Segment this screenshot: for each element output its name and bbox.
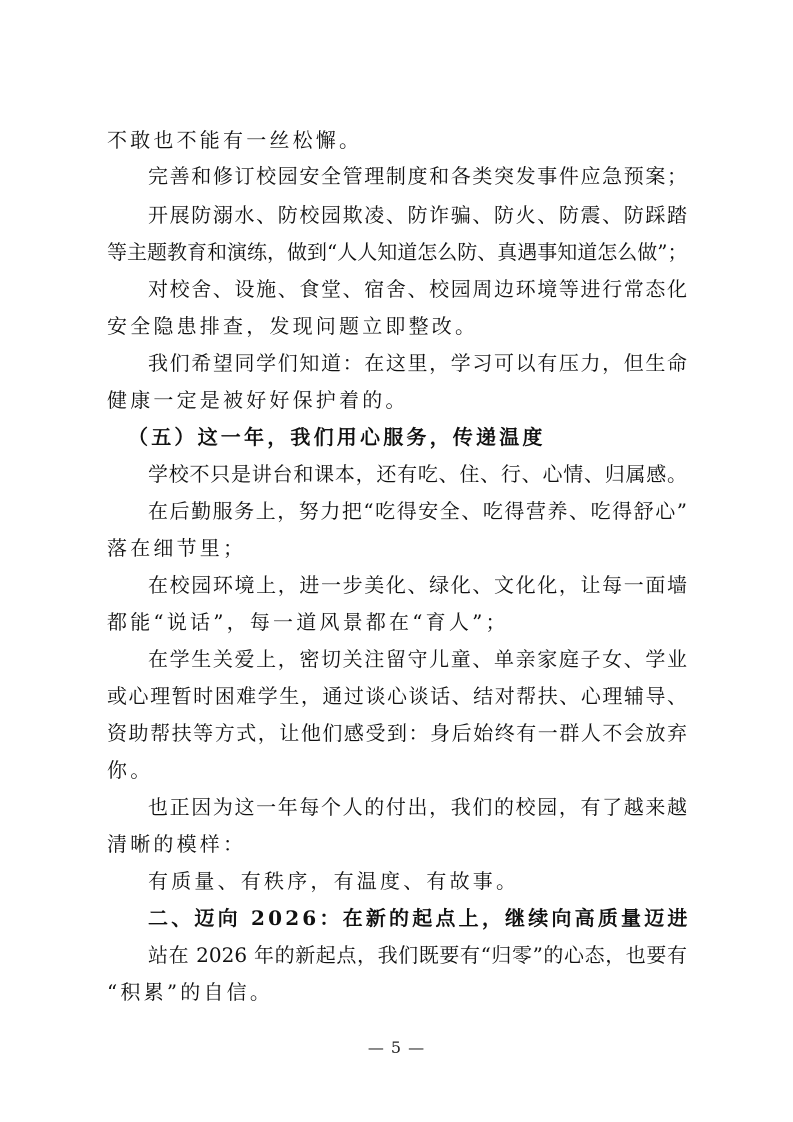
body-line: 对校舍、设施、食堂、宿舍、校园周边环境等进行常态化 — [148, 277, 687, 301]
section-heading: （五）这一年，我们用心服务，传递温度 — [128, 425, 546, 449]
body-line: 完善和修订校园安全管理制度和各类突发事件应急预案； — [148, 164, 687, 188]
body-line: 健康一定是被好好保护着的。 — [107, 388, 409, 412]
body-line: 在学生关爱上，密切关注留守儿童、单亲家庭子女、学业 — [148, 647, 687, 671]
body-line: 或心理暂时困难学生，通过谈心谈话、结对帮扶、心理辅导、 — [107, 684, 687, 708]
body-line: 在校园环境上，进一步美化、绿化、文化化，让每一面墙 — [148, 573, 687, 597]
body-line: 我们希望同学们知道：在这里，学习可以有压力，但生命 — [148, 351, 687, 375]
page-number: — 5 — — [367, 1038, 426, 1057]
body-line: 学校不只是讲台和课本，还有吃、住、行、心情、归属感。 — [148, 462, 687, 486]
body-line: 不敢也不能有一丝松懈。 — [107, 128, 363, 152]
chapter-heading: 二、迈向 2026：在新的起点上，继续向高质量迈进 — [148, 906, 691, 930]
body-line: 都能“说话”，每一道风景都在“育人”； — [107, 610, 509, 634]
body-line: 你。 — [107, 758, 154, 782]
body-line: 有质量、有秩序，有温度、有故事。 — [148, 869, 520, 893]
body-line: “积累”的自信。 — [107, 980, 274, 1004]
body-line: 在后勤服务上，努力把“吃得安全、吃得营养、吃得舒心” — [148, 499, 687, 523]
body-line: 落在细节里； — [107, 536, 247, 560]
body-line: 等主题教育和演练，做到“人人知道怎么防、真遇事知道怎么做”； — [107, 240, 688, 264]
body-line: 清晰的模样： — [107, 832, 247, 856]
body-line: 资助帮扶等方式，让他们感受到：身后始终有一群人不会放弃 — [107, 721, 687, 745]
body-line: 站在 2026 年的新起点，我们既要有“归零”的心态，也要有 — [148, 943, 687, 967]
body-line: 安全隐患排查，发现问题立即整改。 — [107, 314, 479, 338]
body-line: 开展防溺水、防校园欺凌、防诈骗、防火、防震、防踩踏 — [148, 203, 687, 227]
body-line: 也正因为这一年每个人的付出，我们的校园，有了越来越 — [148, 795, 687, 819]
